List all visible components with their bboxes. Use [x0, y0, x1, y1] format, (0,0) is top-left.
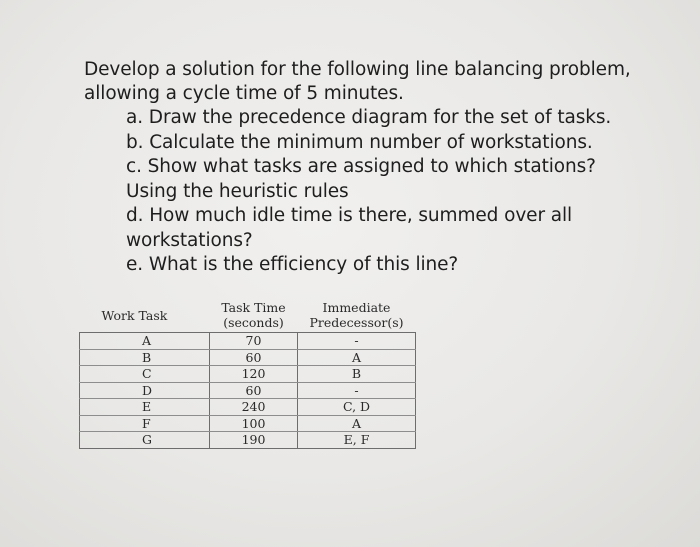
part-c-continued: Using the heuristic rules [126, 180, 349, 202]
cell-task: G [80, 432, 210, 449]
table-header-row [80, 296, 416, 333]
cell-time: 70 [210, 333, 298, 350]
header-predecessors [298, 296, 416, 333]
cell-time: 60 [210, 382, 298, 399]
header-predecessors-line-1: Immediate [322, 300, 391, 315]
cell-time: 100 [210, 415, 298, 432]
cell-time: 120 [210, 366, 298, 383]
cell-task: F [80, 415, 210, 432]
table-row [80, 333, 416, 350]
header-task-time-line-1: Task Time [221, 300, 286, 315]
cell-predecessor: - [298, 333, 416, 350]
table-row [80, 399, 416, 416]
cell-predecessor: E, F [298, 432, 416, 449]
problem-intro-line-2: allowing a cycle time of 5 minutes. [84, 83, 404, 104]
cell-predecessor: C, D [298, 399, 416, 416]
cell-predecessor: - [298, 382, 416, 399]
part-c: c. Show what tasks are assigned to which stations? [126, 156, 596, 177]
cell-time: 190 [210, 432, 298, 449]
header-predecessors-line-2: Predecessor(s) [309, 315, 404, 330]
cell-task: B [80, 349, 210, 366]
part-d: d. How much idle time is there, summed over all [126, 205, 573, 226]
cell-predecessor: A [298, 349, 416, 366]
part-a: a. Draw the precedence diagram for the set of tasks. [126, 107, 612, 128]
cell-task: A [80, 333, 210, 350]
part-b: b. Calculate the minimum number of workstations. [126, 131, 593, 153]
header-work-task: Work Task [80, 296, 210, 333]
table-row [80, 415, 416, 432]
cell-predecessor: A [298, 415, 416, 432]
cell-time: 240 [210, 399, 298, 416]
problem-intro [84, 58, 684, 106]
problem-intro-line-1: Develop a solution for the following line balancing problem, [84, 59, 631, 80]
table-row [80, 366, 416, 383]
cell-task: D [80, 382, 210, 399]
problem-statement [84, 58, 684, 278]
part-d-continued: workstations? [126, 229, 253, 251]
table-row [80, 432, 416, 449]
part-e: e. What is the efficiency of this line? [126, 254, 459, 275]
cell-predecessor: B [298, 366, 416, 383]
cell-time: 60 [210, 349, 298, 366]
table-row [80, 349, 416, 366]
header-task-time-line-2: (seconds) [223, 315, 284, 330]
problem-parts-list [84, 106, 684, 278]
header-task-time [210, 296, 298, 333]
cell-task: E [80, 399, 210, 416]
task-table [79, 296, 416, 449]
table-row [80, 382, 416, 399]
cell-task: C [80, 366, 210, 383]
